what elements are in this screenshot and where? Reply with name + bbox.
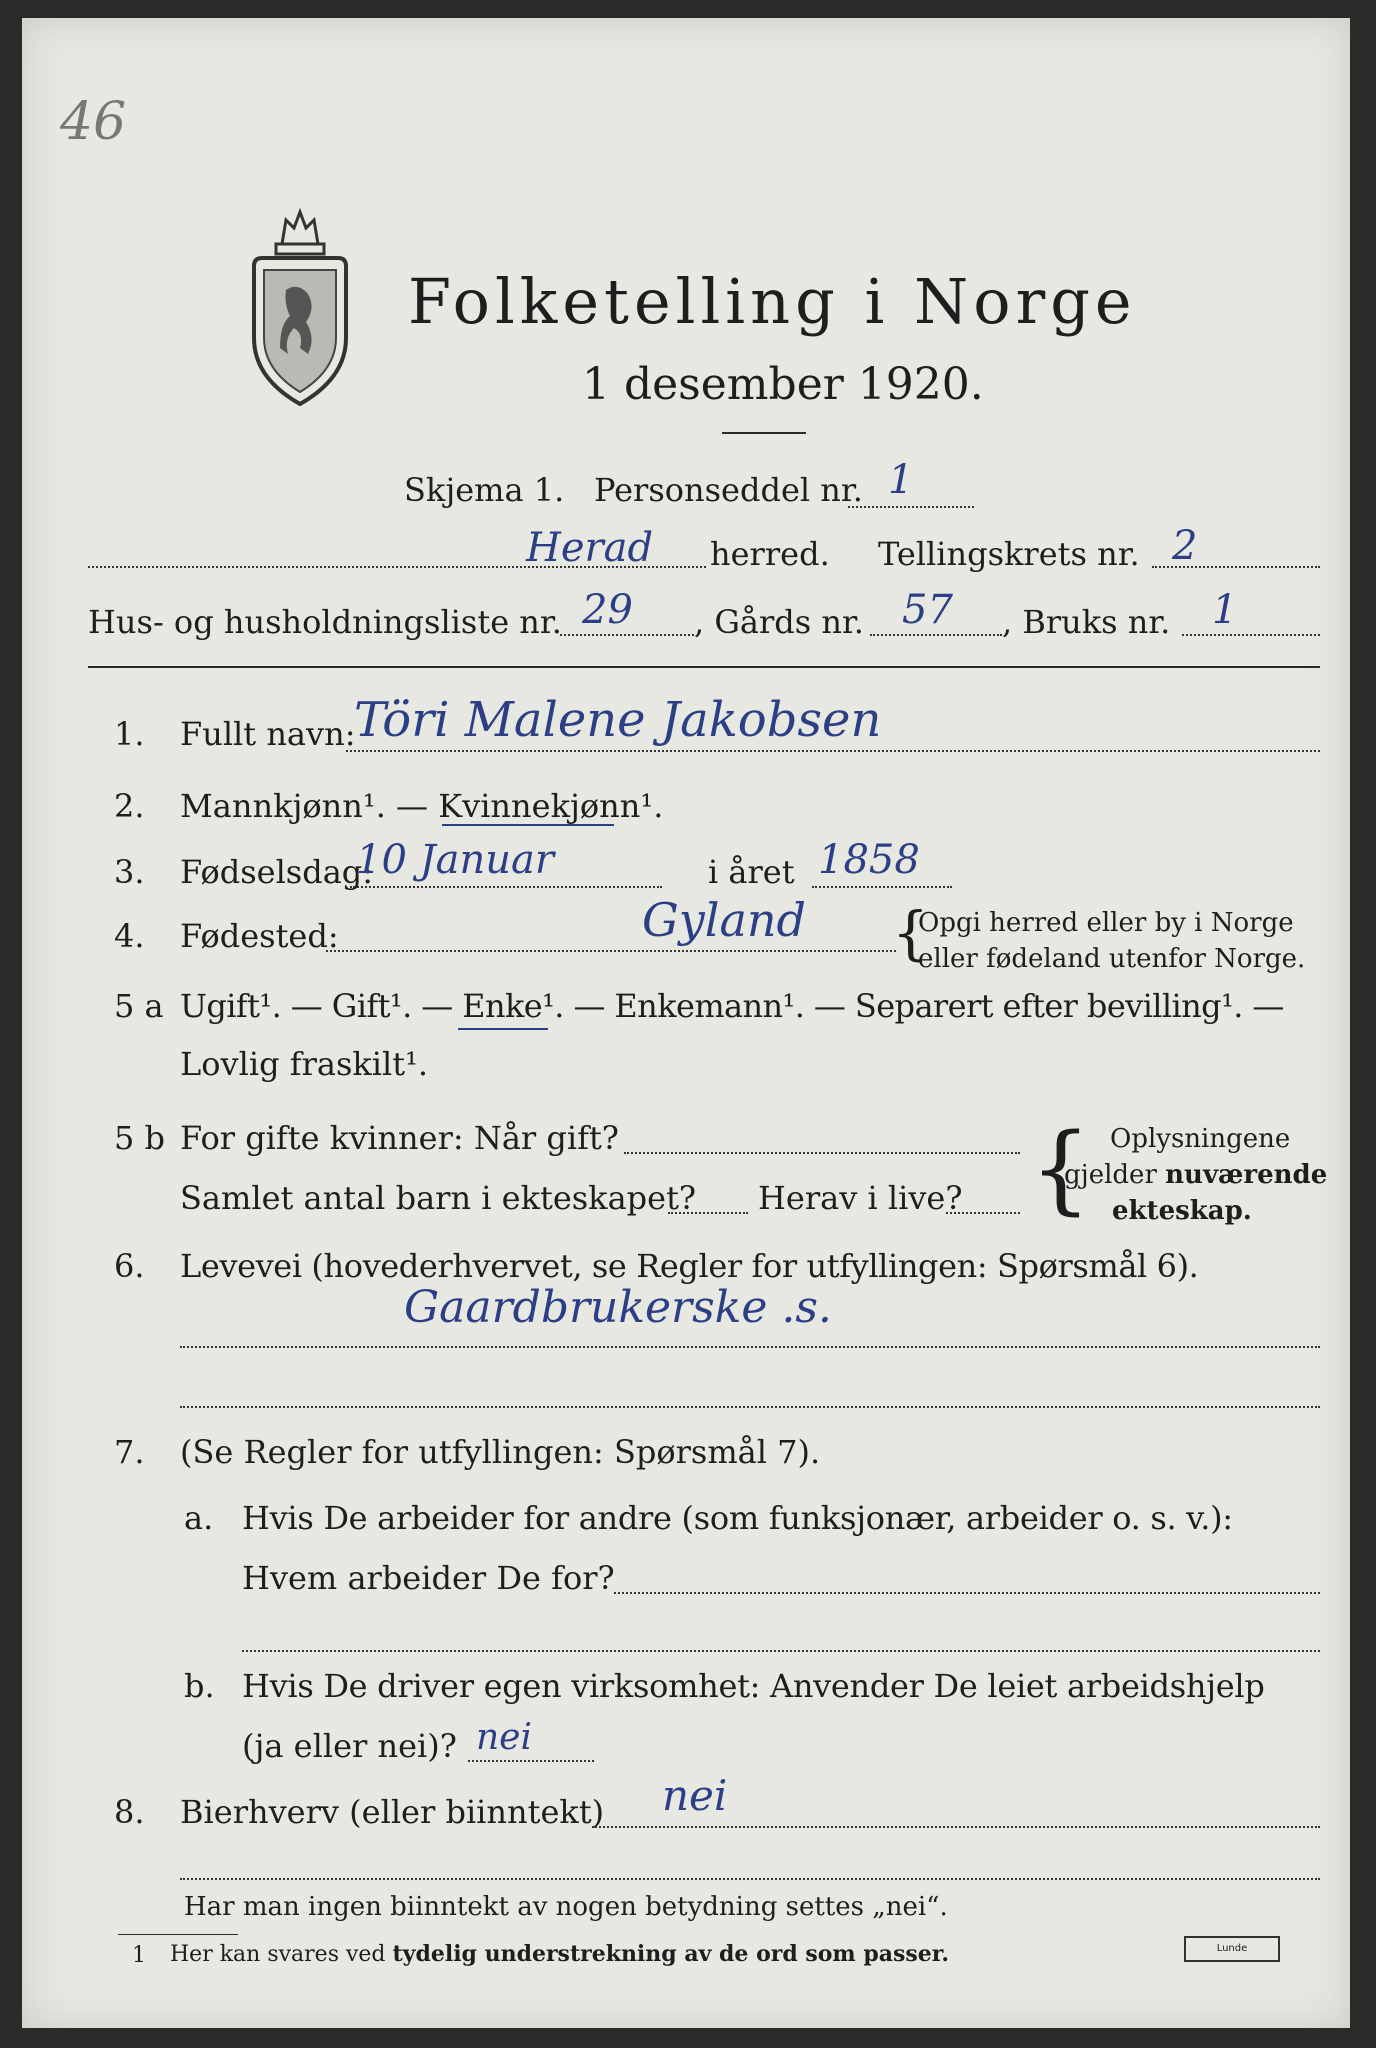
- q4-number: 4.: [114, 917, 145, 955]
- q7a-line: [614, 1592, 1320, 1594]
- q7a-line2-extra: [242, 1650, 1320, 1652]
- bruks-value: 1: [1212, 587, 1238, 633]
- q2-number: 2.: [114, 787, 145, 825]
- form-date: 1 desember 1920.: [582, 359, 984, 410]
- q7a-letter: a.: [184, 1499, 214, 1537]
- krets-label: Tellingskrets nr.: [878, 535, 1140, 573]
- krets-value: 2: [1172, 523, 1198, 569]
- q5b-number: 5 b: [114, 1119, 166, 1157]
- form-title: Folketelling i Norge: [408, 265, 1137, 338]
- q8-note: Har man ingen biinntekt av nogen betydning settes „nei“.: [184, 1892, 948, 1922]
- q3-year-line: [812, 886, 952, 888]
- q7-number: 7.: [114, 1433, 145, 1471]
- q7b-line2: (ja eller nei)?: [242, 1727, 457, 1765]
- q5b-children-line: [668, 1212, 748, 1214]
- q1-line: [346, 750, 1320, 752]
- header-divider: [88, 666, 1320, 668]
- q5b-line2a: Samlet antal barn i ekteskapet?: [180, 1179, 697, 1217]
- person-line: [848, 506, 974, 508]
- printer-stamp-text: Lunde: [1216, 1943, 1248, 1954]
- q8-value: nei: [662, 1771, 728, 1820]
- q8-label: Bierhverv (eller biinntekt): [180, 1793, 605, 1831]
- q3-year-label: i året: [708, 853, 795, 891]
- q1-number: 1.: [114, 715, 145, 753]
- coat-of-arms-icon: [246, 198, 354, 414]
- liste-line: [560, 634, 694, 636]
- q5b-brace: {: [1030, 1113, 1092, 1225]
- q6-line2: [180, 1406, 1320, 1408]
- q4-line: [326, 950, 896, 952]
- q6-label: Levevei (hovederhvervet, se Regler for utfyllingen: Spørsmål 6).: [180, 1247, 1199, 1285]
- q7-label: (Se Regler for utfyllingen: Spørsmål 7).: [180, 1433, 821, 1471]
- q1-value: Töri Malene Jakobsen: [354, 692, 882, 748]
- q5b-note-line2a: gjelder: [1064, 1160, 1166, 1190]
- q5b-note-line1: Oplysningene: [1110, 1124, 1291, 1154]
- liste-label: Hus- og husholdningsliste nr.: [88, 603, 562, 641]
- herred-label: herred.: [710, 535, 830, 573]
- q4-label: Fødested:: [180, 917, 339, 955]
- q5a-line1: Ugift¹. — Gift¹. — Enke¹. — Enkemann¹. — Separert efter bevilling¹. —: [180, 987, 1284, 1025]
- q8-line2: [180, 1878, 1320, 1880]
- q6-line1: [180, 1346, 1320, 1348]
- q5b-note-line2b: nuværende: [1165, 1160, 1328, 1190]
- q3-label: Fødselsdag:: [180, 853, 374, 891]
- q3-value: 10 Januar: [356, 837, 554, 883]
- q4-value: Gyland: [642, 893, 806, 947]
- gards-line: [870, 634, 1002, 636]
- q4-note-line1: Opgi herred eller by i Norge: [918, 908, 1294, 938]
- footnote-text-a: Her kan svares ved: [170, 1942, 393, 1967]
- q7a-line1: Hvis De arbeider for andre (som funksjonær, arbeider o. s. v.):: [242, 1499, 1233, 1537]
- liste-value: 29: [582, 587, 633, 633]
- person-value: 1: [888, 457, 914, 503]
- bruks-line: [1182, 634, 1320, 636]
- q5b-note-line2: [1064, 1158, 1327, 1192]
- q6-number: 6.: [114, 1247, 145, 1285]
- q7b-line1: Hvis De driver egen virksomhet: Anvender De leiet arbeidshjelp: [242, 1667, 1265, 1705]
- q7b-line: [468, 1760, 594, 1762]
- bruks-label: , Bruks nr.: [1002, 603, 1171, 641]
- person-label: Personseddel nr.: [594, 471, 863, 509]
- q4-brace: {: [892, 899, 929, 967]
- footnote-text: [170, 1940, 949, 1969]
- q7b-value: nei: [476, 1717, 533, 1758]
- q7b-letter: b.: [184, 1667, 215, 1705]
- schema-label: Skjema 1.: [404, 471, 565, 509]
- q8-number: 8.: [114, 1793, 145, 1831]
- gards-label: , Gårds nr.: [694, 603, 864, 641]
- gards-value: 57: [902, 587, 953, 633]
- q3-number: 3.: [114, 853, 145, 891]
- printer-stamp: [1184, 1936, 1280, 1962]
- corner-mark: 46: [60, 92, 127, 152]
- footnote-text-b: tydelig understrekning av de ord som passer.: [392, 1941, 950, 1967]
- herred-value: Herad: [526, 525, 654, 571]
- q4-note-line2: eller fødeland utenfor Norge.: [918, 944, 1306, 974]
- q5b-line2b: Herav i live?: [758, 1179, 963, 1217]
- q7a-line2: Hvem arbeider De for?: [242, 1559, 615, 1597]
- q2-label: Mannkjønn¹. — Kvinnekjønn¹.: [180, 787, 664, 825]
- q2-underline-kvinnekjonn: [442, 824, 614, 826]
- q3-year-value: 1858: [818, 837, 920, 883]
- q8-line: [592, 1826, 1320, 1828]
- q5a-line2: Lovlig fraskilt¹.: [180, 1045, 429, 1083]
- title-divider: [722, 432, 806, 434]
- q5b-alive-line: [946, 1212, 1020, 1214]
- q5a-number: 5 a: [114, 987, 164, 1025]
- q6-value: Gaardbrukerske .s.: [404, 1282, 832, 1333]
- q5b-married-line: [624, 1152, 1020, 1154]
- q5b-line1: For gifte kvinner: Når gift?: [180, 1119, 619, 1157]
- q3-line: [350, 886, 662, 888]
- census-form: [22, 18, 1350, 2028]
- q1-label: Fullt navn:: [180, 715, 356, 753]
- footnote-divider: [118, 1934, 238, 1935]
- footnote-mark: 1: [132, 1943, 146, 1968]
- q5a-underline-enke: [458, 1028, 548, 1030]
- q5b-note-line3: ekteskap.: [1112, 1196, 1252, 1226]
